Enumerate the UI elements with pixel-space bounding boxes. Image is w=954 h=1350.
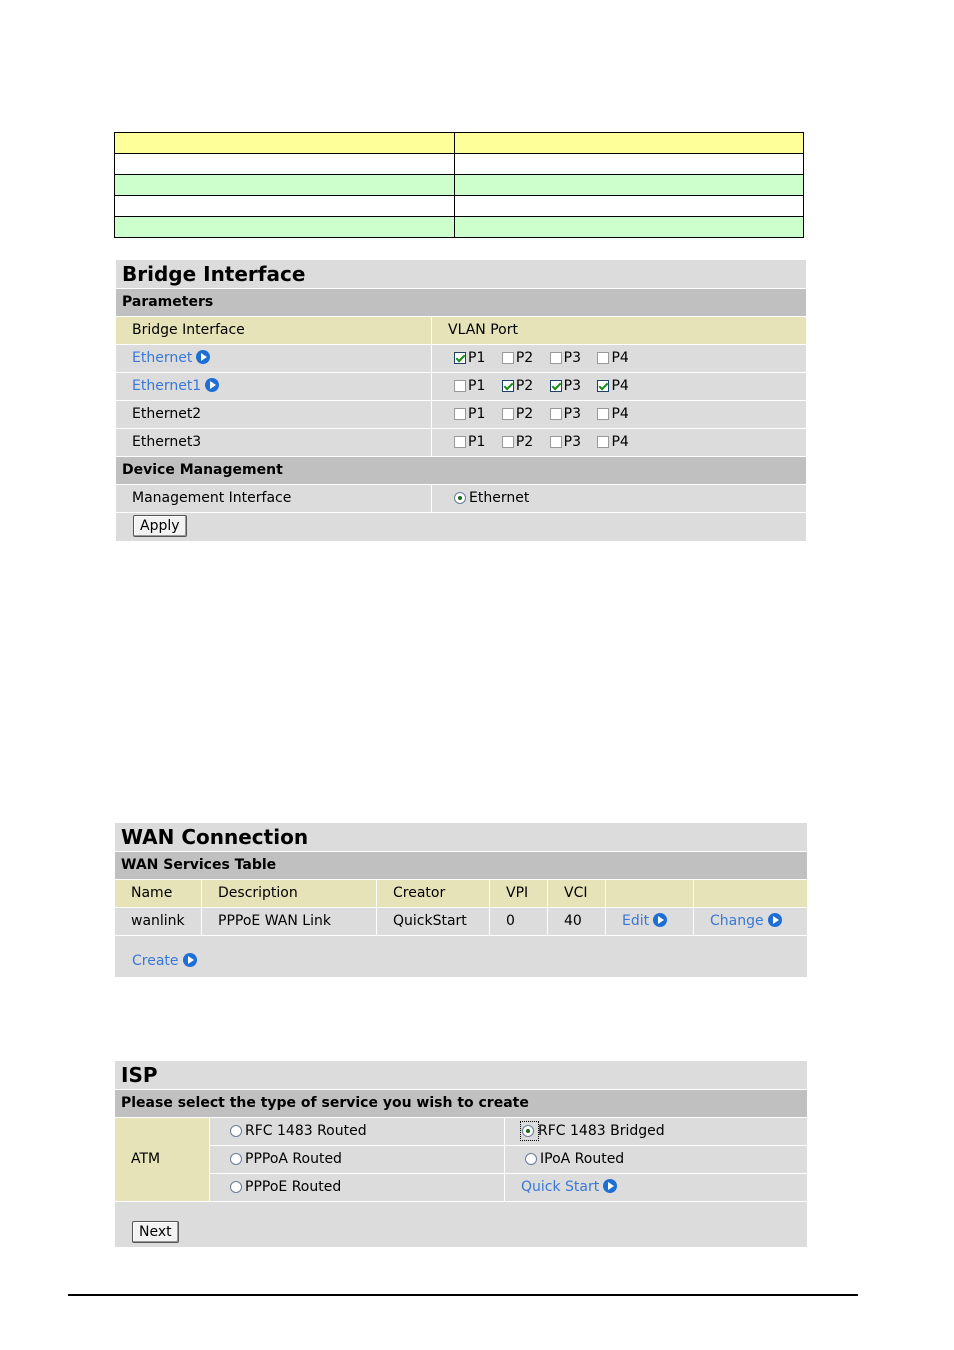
column-header-interface: Bridge Interface <box>116 317 432 344</box>
atm-label: ATM <box>115 1118 210 1201</box>
port-p1-checkbox[interactable] <box>454 436 466 448</box>
arrow-right-icon[interactable] <box>768 913 782 927</box>
arrow-right-icon[interactable] <box>196 350 210 364</box>
port-p3-checkbox[interactable] <box>550 352 562 364</box>
pppoa-routed-radio[interactable] <box>230 1153 242 1165</box>
cell-name: wanlink <box>115 908 202 935</box>
ipoa-routed-radio[interactable] <box>525 1153 537 1165</box>
column-header-name: Name <box>115 880 202 907</box>
table-row <box>115 908 807 936</box>
quick-start-link[interactable]: Quick Start <box>521 1179 600 1195</box>
port-p3-checkbox[interactable] <box>550 408 562 420</box>
table-header-row <box>116 317 806 345</box>
panel-title: Bridge Interface <box>116 260 806 289</box>
edit-link[interactable]: Edit <box>622 913 650 929</box>
interface-label: Ethernet2 <box>116 401 432 428</box>
port-p4-checkbox[interactable] <box>597 408 609 420</box>
cell-description: PPPoE WAN Link <box>202 908 377 935</box>
color-legend-table <box>114 132 804 238</box>
port-p3-checkbox[interactable] <box>550 380 562 392</box>
table-row <box>115 133 804 154</box>
column-header-description: Description <box>202 880 377 907</box>
arrow-right-icon[interactable] <box>205 378 219 392</box>
management-ethernet-radio[interactable] <box>454 492 466 504</box>
port-p1-checkbox[interactable] <box>454 380 466 392</box>
change-link[interactable]: Change <box>710 913 764 929</box>
section-service-type: Please select the type of service you wish to create <box>115 1090 807 1118</box>
bridge-row-ethernet3: Ethernet3 P1 P2 P3 P4 <box>116 429 806 457</box>
port-p1-checkbox[interactable] <box>454 408 466 420</box>
column-header-change <box>694 880 807 907</box>
management-label: Management Interface <box>116 485 432 512</box>
table-row <box>115 154 804 175</box>
column-header-vlan: VLAN Port <box>448 322 518 338</box>
column-header-vpi: VPI <box>490 880 548 907</box>
arrow-right-icon[interactable] <box>603 1179 617 1193</box>
arrow-right-icon[interactable] <box>653 913 667 927</box>
pppoe-routed-radio[interactable] <box>230 1181 242 1193</box>
cell-vci: 40 <box>548 908 606 935</box>
column-header-creator: Creator <box>377 880 490 907</box>
ethernet-link[interactable]: Ethernet <box>132 350 193 366</box>
section-parameters: Parameters <box>116 289 806 317</box>
isp-panel <box>115 1061 807 1247</box>
column-header-edit <box>606 880 694 907</box>
management-value: Ethernet <box>469 490 530 506</box>
bridge-row-ethernet: Ethernet P1 P2 P3 P4 <box>116 345 806 373</box>
port-p2-checkbox[interactable] <box>502 352 514 364</box>
port-p4-checkbox[interactable] <box>597 380 609 392</box>
rfc1483-bridged-radio[interactable] <box>522 1125 534 1137</box>
port-p2-checkbox[interactable] <box>502 408 514 420</box>
port-p3-checkbox[interactable] <box>550 436 562 448</box>
ethernet1-link[interactable]: Ethernet1 <box>132 378 202 394</box>
management-row <box>116 485 806 513</box>
service-options: ATM RFC 1483 Routed RFC 1483 Bridged PPPoA Routed IPoA Routed PPPoE Routed Quick Start <box>115 1118 807 1202</box>
apply-button[interactable]: Apply <box>133 515 187 537</box>
panel-title: ISP <box>115 1061 807 1090</box>
table-row <box>115 175 804 196</box>
rfc1483-routed-radio[interactable] <box>230 1125 242 1137</box>
table-header-row <box>115 880 807 908</box>
bridge-interface-panel <box>116 260 806 541</box>
port-p4-checkbox[interactable] <box>597 352 609 364</box>
port-p1-checkbox[interactable] <box>454 352 466 364</box>
table-row <box>115 217 804 238</box>
cell-vpi: 0 <box>490 908 548 935</box>
section-device-management: Device Management <box>116 457 806 485</box>
bridge-row-ethernet2: Ethernet2 P1 P2 P3 P4 <box>116 401 806 429</box>
cell-creator: QuickStart <box>377 908 490 935</box>
table-row <box>115 196 804 217</box>
interface-label: Ethernet3 <box>116 429 432 456</box>
next-button[interactable]: Next <box>132 1221 179 1243</box>
arrow-right-icon[interactable] <box>183 953 197 967</box>
wan-connection-panel <box>115 823 807 977</box>
port-p4-checkbox[interactable] <box>597 436 609 448</box>
section-wan-services: WAN Services Table <box>115 852 807 880</box>
create-link[interactable]: Create <box>132 953 179 969</box>
panel-title: WAN Connection <box>115 823 807 852</box>
port-p2-checkbox[interactable] <box>502 380 514 392</box>
column-header-vci: VCI <box>548 880 606 907</box>
port-p2-checkbox[interactable] <box>502 436 514 448</box>
bridge-row-ethernet1: Ethernet1 P1 P2 P3 P4 <box>116 373 806 401</box>
footer-divider <box>68 1294 858 1296</box>
